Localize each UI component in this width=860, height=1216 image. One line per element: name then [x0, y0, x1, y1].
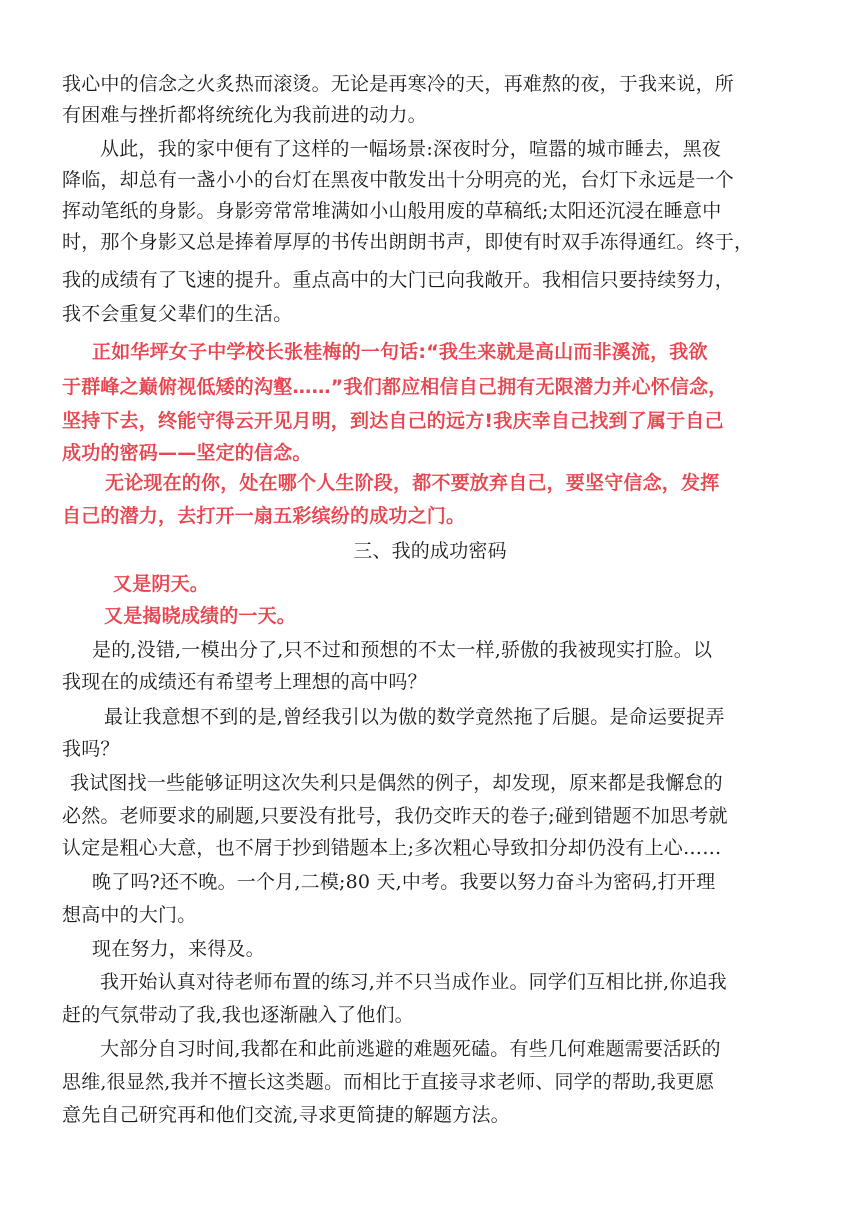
highlighted-line: 正如华坪女子中学校长张桂梅的一句话:“我生来就是高山而非溪流，我欲	[92, 341, 708, 363]
text-line: 我开始认真对待老师布置的练习,并不只当成作业。同学们互相比拼,你追我	[100, 971, 727, 993]
highlighted-line: 坚持下去，终能守得云开见月明，到达自己的远方!我庆幸自己找到了属于自己	[62, 410, 724, 432]
section-heading: 三、我的成功密码	[353, 540, 507, 562]
highlighted-line: 自己的潜力，去打开一扇五彩缤纷的成功之门。	[62, 505, 466, 527]
text-line: 我现在的成绩还有希望考上理想的高中吗？	[62, 671, 427, 693]
highlighted-line: 又是阴天。	[113, 573, 210, 595]
text-line: 最让我意想不到的是,曾经我引以为傲的数学竟然拖了后腿。是命运要捉弄	[104, 706, 725, 728]
highlighted-line: 于群峰之巅俯视低矮的沟壑……”我们都应相信自己拥有无限潜力并心怀信念，	[62, 376, 728, 398]
text-line: 我吗？	[62, 738, 120, 760]
text-line: 挥动笔纸的身影。身影旁常常堆满如小山般用废的草稿纸;太阳还沉浸在睡意中	[62, 200, 722, 222]
text-line: 现在努力，来得及。	[92, 938, 265, 960]
text-line: 大部分自习时间,我都在和此前逃避的难题死磕。有些几何难题需要活跃的	[100, 1038, 721, 1060]
text-line: 时，那个身影又总是捧着厚厚的书传出朗朗书声，即使有时双手冻得通红。终于，	[62, 231, 754, 253]
text-line: 思维,很显然,我并不擅长这类题。而相比于直接寻求老师、同学的帮助,我更愿	[62, 1071, 715, 1093]
text-line: 我不会重复父辈们的生活。	[62, 303, 293, 325]
text-line: 我的成绩有了飞速的提升。重点高中的大门已向我敞开。我相信只要持续努力，	[62, 269, 735, 291]
highlighted-line: 又是揭晓成绩的一天。	[104, 605, 297, 627]
text-line: 从此，我的家中便有了这样的一幅场景:深夜时分，喧嚣的城市睡去，黑夜	[100, 138, 722, 160]
text-line: 是的,没错,一模出分了,只不过和预想的不太一样,骄傲的我被现实打脸。以	[92, 639, 713, 661]
text-line: 赶的气氛带动了我,我也逐渐融入了他们。	[62, 1004, 414, 1026]
text-line: 我心中的信念之火炙热而滚烫。无论是再寒冷的天，再难熬的夜，于我来说，所	[62, 73, 735, 95]
text-line: 认定是粗心大意，也不屑于抄到错题本上;多次粗心导致扣分却仍没有上心……	[62, 837, 722, 859]
text-line: 必然。老师要求的刷题,只要没有批号，我仍交昨天的卷子;碰到错题不加思考就	[62, 805, 728, 827]
text-line: 我试图找一些能够证明这次失利只是偶然的例子，却发现，原来都是我懈怠的	[70, 772, 723, 794]
highlighted-line: 成功的密码——坚定的信念。	[62, 442, 312, 464]
text-line: 想高中的大门。	[62, 904, 197, 926]
text-line: 降临，却总有一盏小小的台灯在黑夜中散发出十分明亮的光，台灯下永远是一个	[62, 169, 735, 191]
highlighted-line: 无论现在的你，处在哪个人生阶段，都不要放弃自己，要坚守信念，发挥	[105, 472, 720, 494]
text-line: 意先自己研究再和他们交流,寻求更简捷的解题方法。	[62, 1104, 510, 1126]
text-line: 有困难与挫折都将统统化为我前进的动力。	[62, 104, 427, 126]
text-line: 晚了吗?还不晚。一个月,二模;80 天,中考。我要以努力奋斗为密码,打开理	[92, 871, 716, 893]
